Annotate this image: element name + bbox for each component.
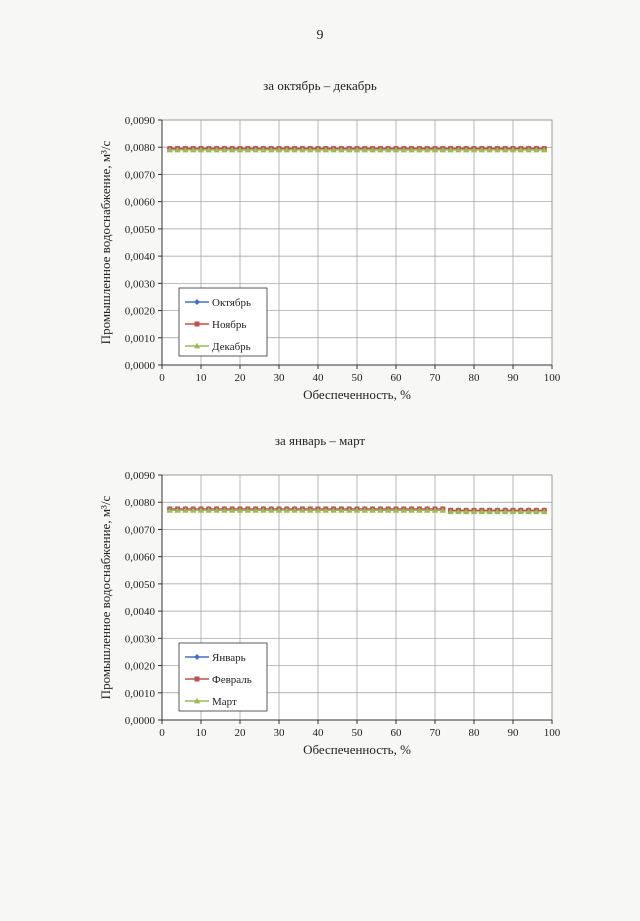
y-tick-label: 0,0040 [124,606,155,619]
legend-label: Январь [212,652,246,664]
y-tick-label: 0,0030 [124,278,155,291]
legend [179,288,267,356]
y-tick-label: 0,0030 [124,633,155,646]
y-tick-label: 0,0000 [124,360,155,372]
chart-jan-mar [0,460,640,760]
y-tick-label: 0,0010 [124,687,155,700]
y-tick-label: 0,0020 [124,660,155,673]
x-tick-label: 10 [195,372,207,384]
x-tick-label: 90 [507,372,519,384]
x-tick-label: 90 [507,727,519,739]
y-tick-label: 0,0040 [124,251,155,264]
y-tick-label: 0,0060 [124,551,155,564]
legend-swatch-marker [195,322,200,327]
y-axis-label: Промышленное водоснабжение, м³/с [98,140,113,345]
y-tick-label: 0,0090 [124,470,155,482]
x-tick-label: 50 [351,727,363,739]
legend-label: Февраль [212,674,252,686]
legend-label: Декабрь [212,341,251,353]
x-tick-label: 60 [390,727,402,739]
x-tick-label: 40 [312,372,324,384]
legend-label: Март [212,696,237,708]
x-tick-label: 60 [390,372,402,384]
y-tick-label: 0,0050 [124,223,155,236]
x-tick-label: 30 [273,372,285,384]
chart-title-oct-dec: за октябрь – декабрь [263,78,377,93]
x-axis-label: Обеспеченность, % [303,387,411,402]
x-tick-label: 0 [159,727,165,739]
legend-swatch-marker [195,677,200,682]
x-axis-label: Обеспеченность, % [303,742,411,757]
x-tick-label: 10 [195,727,207,739]
x-tick-label: 80 [468,727,480,739]
y-tick-label: 0,0080 [124,142,155,155]
y-tick-label: 0,0050 [124,578,155,591]
x-tick-label: 20 [234,372,246,384]
x-tick-label: 70 [429,372,441,384]
legend [179,643,267,711]
x-tick-label: 50 [351,372,363,384]
y-tick-label: 0,0090 [124,115,155,127]
x-tick-label: 80 [468,372,480,384]
legend-label: Октябрь [212,297,251,309]
y-tick-label: 0,0060 [124,196,155,209]
y-tick-label: 0,0070 [124,169,155,182]
chart-oct-dec [0,105,640,405]
y-tick-label: 0,0080 [124,497,155,510]
y-tick-label: 0,0070 [124,524,155,537]
x-tick-label: 70 [429,727,441,739]
y-tick-label: 0,0020 [124,305,155,318]
x-tick-label: 100 [543,372,561,384]
y-axis-label: Промышленное водоснабжение, м³/с [98,495,113,700]
page-number: 9 [316,28,324,43]
x-tick-label: 40 [312,727,324,739]
x-tick-label: 0 [159,372,165,384]
x-tick-label: 20 [234,727,246,739]
x-tick-label: 30 [273,727,285,739]
legend-label: Ноябрь [212,319,247,331]
x-tick-label: 100 [543,727,561,739]
y-tick-label: 0,0010 [124,332,155,345]
y-tick-label: 0,0000 [124,715,155,727]
chart-title-jan-mar: за январь – март [274,433,366,448]
